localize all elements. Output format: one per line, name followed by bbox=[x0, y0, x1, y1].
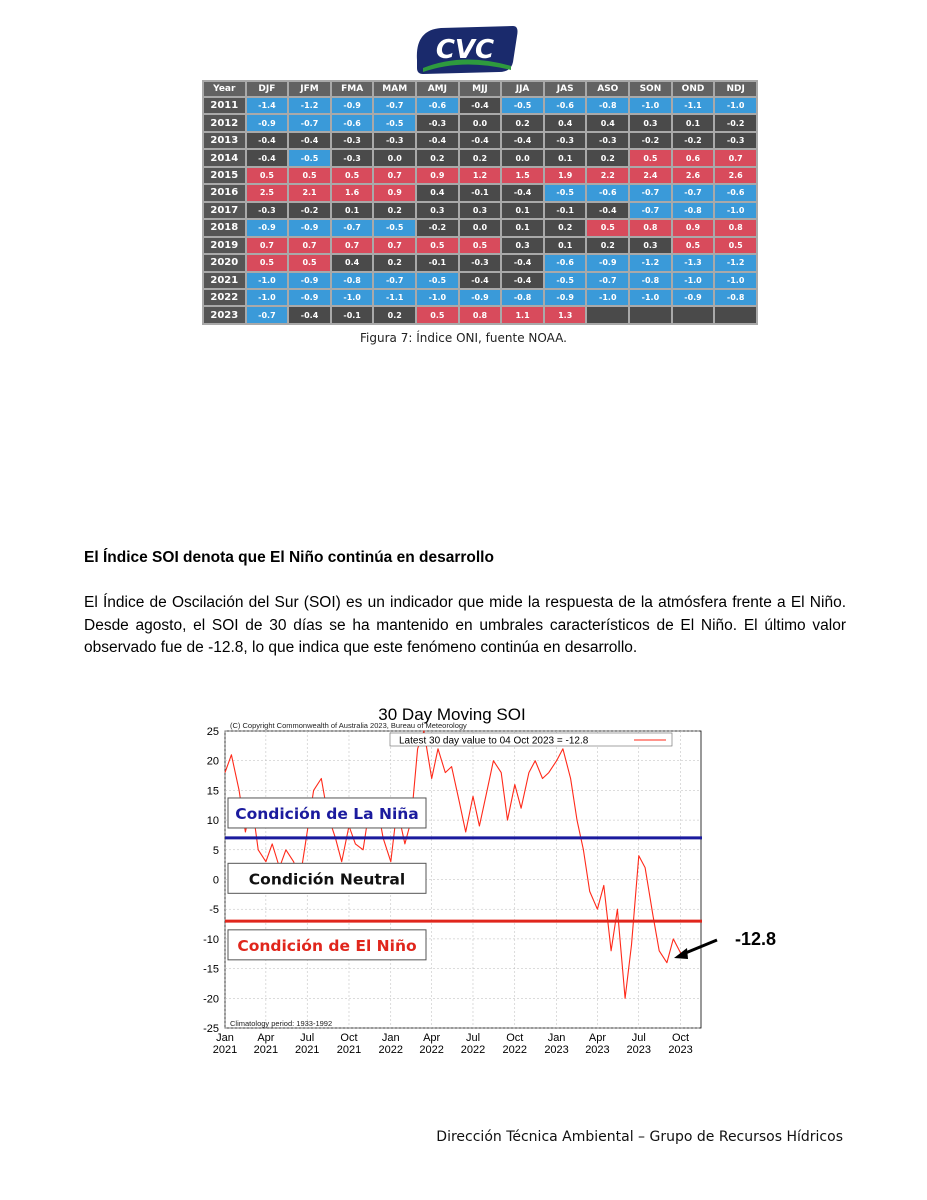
oni-value-cell: 1.5 bbox=[502, 168, 543, 183]
x-tick-month: Oct bbox=[671, 1032, 690, 1044]
oni-value-cell: -0.1 bbox=[417, 255, 458, 270]
figure-caption: Figura 7: Índice ONI, fuente NOAA. bbox=[360, 331, 567, 345]
oni-table-row bbox=[204, 203, 756, 218]
oni-year-cell: 2016 bbox=[204, 185, 245, 200]
oni-value-cell: 0.7 bbox=[374, 168, 415, 183]
oni-value-cell: -1.3 bbox=[673, 255, 714, 270]
oni-table-row bbox=[204, 115, 756, 130]
oni-header-cell: SON bbox=[630, 82, 671, 96]
oni-year-cell: 2015 bbox=[204, 168, 245, 183]
oni-value-cell: -1.0 bbox=[715, 203, 756, 218]
oni-year-cell: 2023 bbox=[204, 307, 245, 323]
x-tick-month: Jul bbox=[300, 1032, 315, 1044]
x-tick-month: Apr bbox=[423, 1032, 441, 1044]
oni-value-cell: 0.5 bbox=[332, 168, 373, 183]
oni-table-row bbox=[204, 290, 756, 305]
y-tick-label: -5 bbox=[209, 904, 219, 917]
oni-header-cell: JJA bbox=[502, 82, 543, 96]
oni-value-cell: -0.7 bbox=[332, 220, 373, 235]
oni-year-cell: 2022 bbox=[204, 290, 245, 305]
oni-value-cell: 0.7 bbox=[715, 150, 756, 165]
oni-value-cell: -1.0 bbox=[630, 98, 671, 113]
x-tick-month: Apr bbox=[257, 1032, 275, 1044]
oni-value-cell: 0.8 bbox=[630, 220, 671, 235]
x-tick-month: Jan bbox=[547, 1032, 566, 1044]
oni-value-cell: -0.5 bbox=[417, 273, 458, 288]
chart-legend bbox=[390, 733, 672, 747]
y-tick-label: -25 bbox=[203, 1023, 219, 1035]
oni-value-cell: -0.6 bbox=[545, 98, 586, 113]
oni-header-cell: DJF bbox=[247, 82, 288, 96]
oni-table-row bbox=[204, 307, 756, 323]
oni-value-cell: -0.1 bbox=[545, 203, 586, 218]
oni-header-cell: OND bbox=[673, 82, 714, 96]
oni-value-cell: 0.9 bbox=[417, 168, 458, 183]
oni-value-cell: 2.4 bbox=[630, 168, 671, 183]
oni-value-cell: -0.4 bbox=[247, 150, 288, 165]
oni-header-cell: Year bbox=[204, 82, 245, 96]
chart-subtitle: (C) Copyright Commonwealth of Australia 2023, Bureau of Meteorology bbox=[230, 721, 467, 730]
oni-value-cell: 0.5 bbox=[630, 150, 671, 165]
oni-value-cell: -0.9 bbox=[460, 290, 501, 305]
oni-value-cell: -0.4 bbox=[502, 273, 543, 288]
oni-table-header-row bbox=[204, 82, 756, 96]
oni-value-cell: -0.8 bbox=[502, 290, 543, 305]
oni-value-cell: -1.0 bbox=[247, 290, 288, 305]
section-heading: El Índice SOI denota que El Niño continúa en desarrollo bbox=[84, 549, 494, 566]
oni-value-cell: -0.4 bbox=[502, 133, 543, 148]
oni-table-row bbox=[204, 150, 756, 165]
oni-value-cell: -1.0 bbox=[587, 290, 628, 305]
oni-value-cell: -0.9 bbox=[247, 115, 288, 130]
y-tick-labels bbox=[203, 726, 219, 1035]
y-tick-label: -10 bbox=[203, 933, 219, 946]
y-tick-label: 0 bbox=[212, 874, 219, 887]
chart-title: 30 Day Moving SOI bbox=[378, 705, 526, 724]
oni-value-cell: -1.0 bbox=[715, 98, 756, 113]
oni-value-cell: -0.4 bbox=[587, 203, 628, 218]
oni-value-cell: 0.5 bbox=[587, 220, 628, 235]
x-tick-labels bbox=[213, 1032, 693, 1056]
oni-value-cell: 0.5 bbox=[417, 307, 458, 323]
cvc-logo bbox=[413, 22, 519, 80]
x-tick-month: Jul bbox=[631, 1032, 646, 1044]
oni-value-cell: 0.3 bbox=[502, 238, 543, 253]
oni-value-cell: -0.9 bbox=[673, 290, 714, 305]
oni-value-cell: -0.8 bbox=[587, 98, 628, 113]
oni-value-cell: -1.4 bbox=[247, 98, 288, 113]
body-paragraph: El Índice de Oscilación del Sur (SOI) es un indicador que mide la respuesta de la atmósfera frente a El Niño. Desde agosto, el SOI de 30 días se ha mantenido en umbrales característicos de El Niño. El último valor observado fue de -12.8, lo que indica que este fenómeno continúa en desarrollo. bbox=[84, 594, 846, 656]
x-tick-month: Jul bbox=[465, 1032, 481, 1044]
oni-value-cell: -0.4 bbox=[502, 255, 543, 270]
oni-value-cell: 0.5 bbox=[715, 238, 756, 253]
condition-label: Condición de La Niña bbox=[235, 804, 419, 823]
oni-value-cell bbox=[673, 307, 714, 323]
oni-table-row bbox=[204, 133, 756, 148]
y-tick-label: 25 bbox=[206, 726, 219, 738]
oni-value-cell: -0.2 bbox=[289, 203, 330, 218]
oni-value-cell: -0.9 bbox=[545, 290, 586, 305]
oni-value-cell bbox=[715, 307, 756, 323]
oni-value-cell: -0.7 bbox=[374, 273, 415, 288]
y-tick-label: 10 bbox=[206, 815, 219, 828]
oni-value-cell: 0.8 bbox=[460, 307, 501, 323]
oni-value-cell: -0.3 bbox=[715, 133, 756, 148]
oni-year-cell: 2019 bbox=[204, 238, 245, 253]
x-tick-month: Apr bbox=[588, 1032, 607, 1044]
oni-value-cell: -0.4 bbox=[247, 133, 288, 148]
page-footer: Dirección Técnica Ambiental – Grupo de Recursos Hídricos bbox=[436, 1129, 843, 1145]
x-tick-month: Jan bbox=[216, 1032, 234, 1044]
oni-value-cell: 1.1 bbox=[502, 307, 543, 323]
y-tick-label: -20 bbox=[203, 993, 219, 1006]
oni-table-row bbox=[204, 238, 756, 253]
x-tick-year: 2022 bbox=[502, 1044, 528, 1056]
oni-value-cell: 1.2 bbox=[460, 168, 501, 183]
oni-value-cell: 0.0 bbox=[502, 150, 543, 165]
oni-value-cell: 0.1 bbox=[502, 203, 543, 218]
y-tick-label: -15 bbox=[203, 963, 219, 976]
oni-year-cell: 2018 bbox=[204, 220, 245, 235]
x-tick-year: 2023 bbox=[626, 1044, 652, 1056]
oni-value-cell: 0.4 bbox=[417, 185, 458, 200]
x-tick-year: 2023 bbox=[544, 1044, 569, 1056]
oni-value-cell bbox=[630, 307, 671, 323]
oni-header-cell: AMJ bbox=[417, 82, 458, 96]
oni-value-cell: -0.2 bbox=[673, 133, 714, 148]
oni-year-cell: 2012 bbox=[204, 115, 245, 130]
oni-value-cell: -0.1 bbox=[332, 307, 373, 323]
oni-value-cell: 0.2 bbox=[374, 203, 415, 218]
oni-value-cell: -0.3 bbox=[374, 133, 415, 148]
oni-header-cell: MAM bbox=[374, 82, 415, 96]
oni-value-cell: -1.0 bbox=[673, 273, 714, 288]
oni-value-cell: 0.2 bbox=[545, 220, 586, 235]
oni-table-row bbox=[204, 185, 756, 200]
oni-value-cell: -0.7 bbox=[247, 307, 288, 323]
oni-header-cell: NDJ bbox=[715, 82, 756, 96]
oni-value-cell: -0.1 bbox=[460, 185, 501, 200]
oni-header-cell: MJJ bbox=[460, 82, 501, 96]
oni-value-cell: -0.3 bbox=[332, 150, 373, 165]
oni-value-cell: 0.5 bbox=[460, 238, 501, 253]
oni-value-cell: 0.4 bbox=[332, 255, 373, 270]
x-tick-year: 2022 bbox=[419, 1044, 444, 1056]
oni-header-cell: ASO bbox=[587, 82, 628, 96]
oni-value-cell: 0.4 bbox=[545, 115, 586, 130]
oni-value-cell: -0.4 bbox=[289, 133, 330, 148]
oni-value-cell: 0.9 bbox=[374, 185, 415, 200]
oni-value-cell: -0.5 bbox=[374, 115, 415, 130]
oni-value-cell: 0.1 bbox=[545, 150, 586, 165]
oni-value-cell: -0.5 bbox=[374, 220, 415, 235]
oni-value-cell: -0.4 bbox=[460, 133, 501, 148]
oni-value-cell: -1.0 bbox=[247, 273, 288, 288]
oni-value-cell: -0.7 bbox=[673, 185, 714, 200]
oni-table-row bbox=[204, 98, 756, 113]
oni-value-cell: 0.2 bbox=[587, 150, 628, 165]
latest-value-label: -12.8 bbox=[735, 929, 777, 949]
oni-value-cell: -0.3 bbox=[587, 133, 628, 148]
oni-value-cell: 0.0 bbox=[374, 150, 415, 165]
oni-value-cell: -0.8 bbox=[715, 290, 756, 305]
oni-value-cell: -0.6 bbox=[545, 255, 586, 270]
oni-value-cell: -1.1 bbox=[374, 290, 415, 305]
oni-value-cell: 2.1 bbox=[289, 185, 330, 200]
oni-value-cell: 0.1 bbox=[332, 203, 373, 218]
oni-value-cell: 0.5 bbox=[247, 255, 288, 270]
condition-label: Condición de El Niño bbox=[237, 936, 417, 955]
oni-value-cell: -1.0 bbox=[332, 290, 373, 305]
oni-value-cell: -1.0 bbox=[630, 290, 671, 305]
oni-value-cell: -1.1 bbox=[673, 98, 714, 113]
oni-value-cell: 1.3 bbox=[545, 307, 586, 323]
chart-footnote: Climatology period: 1933-1992 bbox=[230, 1019, 333, 1028]
soi-chart bbox=[190, 700, 790, 1070]
oni-value-cell: -0.6 bbox=[417, 98, 458, 113]
oni-value-cell: -0.8 bbox=[630, 273, 671, 288]
oni-value-cell: -0.3 bbox=[417, 115, 458, 130]
oni-value-cell: -1.2 bbox=[289, 98, 330, 113]
oni-value-cell: -0.2 bbox=[417, 220, 458, 235]
oni-value-cell: -0.7 bbox=[630, 203, 671, 218]
oni-value-cell: 0.6 bbox=[673, 150, 714, 165]
oni-value-cell: 0.4 bbox=[587, 115, 628, 130]
oni-table bbox=[202, 80, 758, 325]
oni-value-cell: -0.4 bbox=[502, 185, 543, 200]
x-tick-month: Oct bbox=[506, 1032, 524, 1044]
oni-value-cell: 0.0 bbox=[460, 115, 501, 130]
oni-value-cell: 0.2 bbox=[502, 115, 543, 130]
oni-value-cell: 0.1 bbox=[545, 238, 586, 253]
x-tick-year: 2022 bbox=[460, 1044, 486, 1056]
y-tick-label: 15 bbox=[206, 785, 219, 798]
x-tick-year: 2023 bbox=[585, 1044, 610, 1056]
oni-value-cell: 0.7 bbox=[247, 238, 288, 253]
oni-value-cell: 0.2 bbox=[374, 307, 415, 323]
oni-value-cell: 0.5 bbox=[289, 168, 330, 183]
oni-value-cell: 0.3 bbox=[460, 203, 501, 218]
oni-value-cell: -0.9 bbox=[289, 290, 330, 305]
oni-value-cell: -0.6 bbox=[715, 185, 756, 200]
oni-value-cell: 1.6 bbox=[332, 185, 373, 200]
oni-value-cell: 0.3 bbox=[417, 203, 458, 218]
x-tick-year: 2021 bbox=[336, 1044, 362, 1056]
oni-value-cell: -1.0 bbox=[715, 273, 756, 288]
x-tick-month: Jan bbox=[381, 1032, 400, 1044]
oni-value-cell: -1.2 bbox=[715, 255, 756, 270]
svg-text:CVC: CVC bbox=[435, 35, 495, 65]
oni-header-cell: JFM bbox=[289, 82, 330, 96]
oni-value-cell: 0.7 bbox=[374, 238, 415, 253]
oni-value-cell: -0.4 bbox=[460, 273, 501, 288]
oni-value-cell: 0.7 bbox=[332, 238, 373, 253]
oni-value-cell: -0.7 bbox=[289, 115, 330, 130]
oni-header-cell: FMA bbox=[332, 82, 373, 96]
oni-value-cell: 2.6 bbox=[673, 168, 714, 183]
oni-year-cell: 2020 bbox=[204, 255, 245, 270]
oni-value-cell: -0.6 bbox=[587, 185, 628, 200]
oni-value-cell: 1.9 bbox=[545, 168, 586, 183]
oni-value-cell: -0.9 bbox=[247, 220, 288, 235]
oni-value-cell: 0.2 bbox=[417, 150, 458, 165]
condition-label: Condición Neutral bbox=[248, 870, 406, 889]
oni-value-cell: 0.3 bbox=[630, 238, 671, 253]
oni-value-cell: 0.2 bbox=[460, 150, 501, 165]
y-tick-label: 5 bbox=[212, 844, 219, 857]
oni-year-cell: 2013 bbox=[204, 133, 245, 148]
oni-value-cell: -0.4 bbox=[417, 133, 458, 148]
oni-value-cell: 0.0 bbox=[460, 220, 501, 235]
oni-value-cell: -0.5 bbox=[289, 150, 330, 165]
oni-value-cell: -0.8 bbox=[332, 273, 373, 288]
oni-value-cell: -0.7 bbox=[587, 273, 628, 288]
oni-value-cell: 2.6 bbox=[715, 168, 756, 183]
oni-value-cell: -1.0 bbox=[417, 290, 458, 305]
oni-value-cell: -0.6 bbox=[332, 115, 373, 130]
condition-boxes bbox=[228, 798, 426, 960]
oni-value-cell: -0.4 bbox=[460, 98, 501, 113]
oni-value-cell: 0.5 bbox=[247, 168, 288, 183]
oni-value-cell: -0.9 bbox=[289, 273, 330, 288]
x-tick-year: 2021 bbox=[294, 1044, 320, 1056]
x-tick-month: Oct bbox=[340, 1032, 358, 1044]
oni-value-cell: 0.5 bbox=[673, 238, 714, 253]
x-tick-year: 2021 bbox=[212, 1044, 238, 1056]
oni-value-cell: -0.7 bbox=[374, 98, 415, 113]
oni-value-cell: -1.2 bbox=[630, 255, 671, 270]
oni-table-row bbox=[204, 168, 756, 183]
oni-value-cell: 0.5 bbox=[289, 255, 330, 270]
oni-year-cell: 2017 bbox=[204, 203, 245, 218]
oni-value-cell: -0.2 bbox=[630, 133, 671, 148]
oni-year-cell: 2014 bbox=[204, 150, 245, 165]
oni-value-cell: -0.9 bbox=[587, 255, 628, 270]
oni-value-cell: -0.5 bbox=[502, 98, 543, 113]
y-tick-label: 20 bbox=[206, 755, 219, 768]
oni-value-cell: -0.4 bbox=[289, 307, 330, 323]
oni-value-cell: -0.3 bbox=[332, 133, 373, 148]
soi-chart-svg bbox=[190, 700, 790, 1065]
oni-value-cell: 0.7 bbox=[289, 238, 330, 253]
oni-value-cell: 0.9 bbox=[673, 220, 714, 235]
oni-value-cell: -0.9 bbox=[332, 98, 373, 113]
oni-value-cell: -0.8 bbox=[673, 203, 714, 218]
oni-table-container bbox=[202, 80, 758, 325]
oni-value-cell: -0.9 bbox=[289, 220, 330, 235]
oni-year-cell: 2011 bbox=[204, 98, 245, 113]
oni-table-row bbox=[204, 273, 756, 288]
oni-value-cell: -0.2 bbox=[715, 115, 756, 130]
oni-value-cell: 0.3 bbox=[630, 115, 671, 130]
x-tick-year: 2022 bbox=[378, 1044, 404, 1056]
oni-value-cell: 0.2 bbox=[587, 238, 628, 253]
oni-header-cell: JAS bbox=[545, 82, 586, 96]
oni-value-cell: -0.5 bbox=[545, 273, 586, 288]
legend-label: Latest 30 day value to 04 Oct 2023 = -12.8 bbox=[399, 735, 589, 747]
oni-value-cell: -0.3 bbox=[460, 255, 501, 270]
oni-value-cell: -0.5 bbox=[545, 185, 586, 200]
oni-value-cell: -0.3 bbox=[545, 133, 586, 148]
oni-table-row bbox=[204, 220, 756, 235]
oni-value-cell: 2.5 bbox=[247, 185, 288, 200]
oni-value-cell bbox=[587, 307, 628, 323]
oni-value-cell: 0.2 bbox=[374, 255, 415, 270]
x-tick-year: 2021 bbox=[253, 1044, 279, 1056]
oni-year-cell: 2021 bbox=[204, 273, 245, 288]
oni-value-cell: 0.1 bbox=[673, 115, 714, 130]
oni-value-cell: 2.2 bbox=[587, 168, 628, 183]
oni-value-cell: -0.3 bbox=[247, 203, 288, 218]
oni-table-row bbox=[204, 255, 756, 270]
oni-value-cell: -0.7 bbox=[630, 185, 671, 200]
oni-value-cell: 0.8 bbox=[715, 220, 756, 235]
oni-value-cell: 0.5 bbox=[417, 238, 458, 253]
oni-value-cell: 0.1 bbox=[502, 220, 543, 235]
x-tick-year: 2023 bbox=[668, 1044, 693, 1056]
